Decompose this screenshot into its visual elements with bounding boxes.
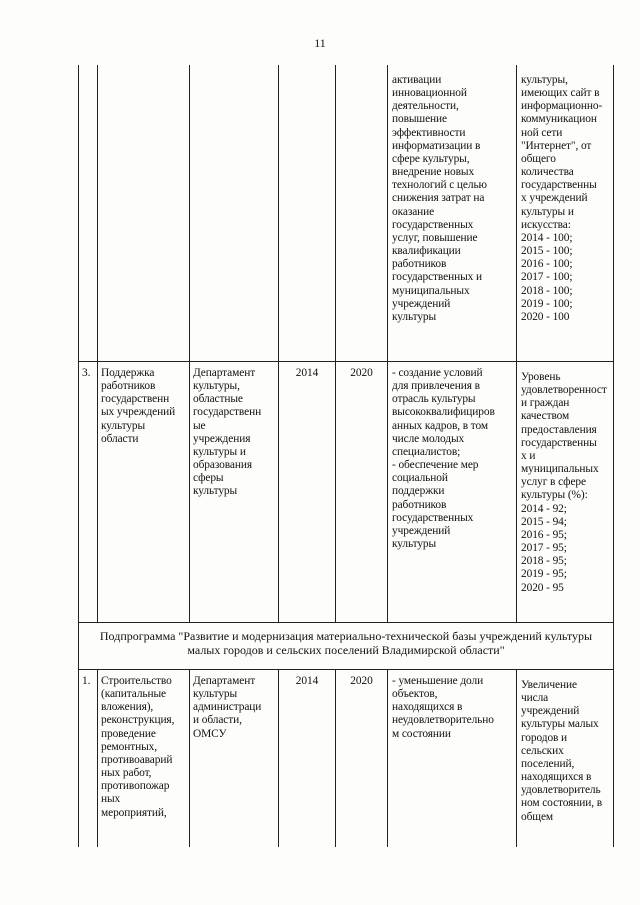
col-line (78, 669, 79, 847)
row3-indicator: Уровень удовлетворенност и граждан качеством предоставления государственны х и муниципальных услуг в сфере культуры (%): 2014 - 92; 2015 - 94; 2016 - 95; 2017 - 95; 2018 - 95; 2019 - 95; 2020 - 95 (521, 371, 607, 594)
row1-end-year: 2020 (350, 675, 373, 687)
row3-start-year: 2014 (295, 367, 319, 379)
cont-indicator-cell: культуры, имеющих сайт в информационно- коммуникацион ной сети "Интернет", от общего количества государственны х учреждений культуры и искусства: 2014 - 100; 2015 - 100; 2016 - 100; 2017 - 100; 2018 - 100; 2019 - 100; 2020 - 100 (521, 74, 603, 323)
subprogram-top-border (78, 622, 613, 623)
col-line (516, 65, 517, 622)
row3-executor: Департамент культуры, областные государственн ые учреждения культуры и образования сферы культуры (193, 367, 262, 498)
row1-start-year: 2014 (295, 675, 319, 687)
col-line (78, 65, 79, 622)
col-line (387, 669, 388, 847)
col-line (613, 622, 614, 669)
col-line (387, 65, 388, 622)
subprogram-bottom-border (78, 669, 613, 670)
row1-number: 1. (82, 675, 91, 687)
col-line (613, 669, 614, 847)
col-line (335, 669, 336, 847)
cont-activities-cell: активации инновационной деятельности, повышение эффективности информатизации в сфере культуры, внедрение новых технологий с целью снижения затрат на оказание государственных услуг, повышение квалификации работников государственных и муниципальных учреждений культуры (392, 74, 487, 323)
row3-activities: - создание условий для привлечения в отрасль культуры высококвалифициров анных кадров, в том числе молодых специалистов; - обеспечение мер социальной поддержки работников государственных учреждений культуры (392, 367, 495, 551)
page-number: 11 (314, 36, 326, 50)
col-line (613, 65, 614, 622)
row1-indicator: Увеличение числа учреждений культуры малых городов и сельских поселений, находящихся в удовлетворитель ном состоянии, в общем (521, 679, 603, 823)
col-line (189, 669, 190, 847)
subprogram-title: Подпрограмма "Развитие и модернизация материально-технической базы учреждений культуры малых городов и сельских поселений Владимирской области" (99, 629, 593, 657)
row1-name: Строительство (капитальные вложения), реконструкция, проведение ремонтных, противоаварий ных работ, противопожар ных мероприятий, (101, 675, 175, 819)
col-line (335, 65, 336, 622)
col-line (97, 65, 98, 622)
col-line (278, 65, 279, 622)
col-line (97, 669, 98, 847)
col-line (189, 65, 190, 622)
row3-name: Поддержка работников государственн ых учреждений культуры области (101, 367, 176, 445)
row3-number: 3. (82, 367, 91, 379)
col-line (278, 669, 279, 847)
row3-end-year: 2020 (350, 367, 373, 379)
row1-executor: Департамент культуры администраци и области, ОМСУ (193, 675, 262, 740)
col-line (516, 669, 517, 847)
row1-activities: - уменьшение доли объектов, находящихся в неудовлетворительно м состоянии (392, 675, 494, 740)
row-separator (78, 361, 613, 362)
